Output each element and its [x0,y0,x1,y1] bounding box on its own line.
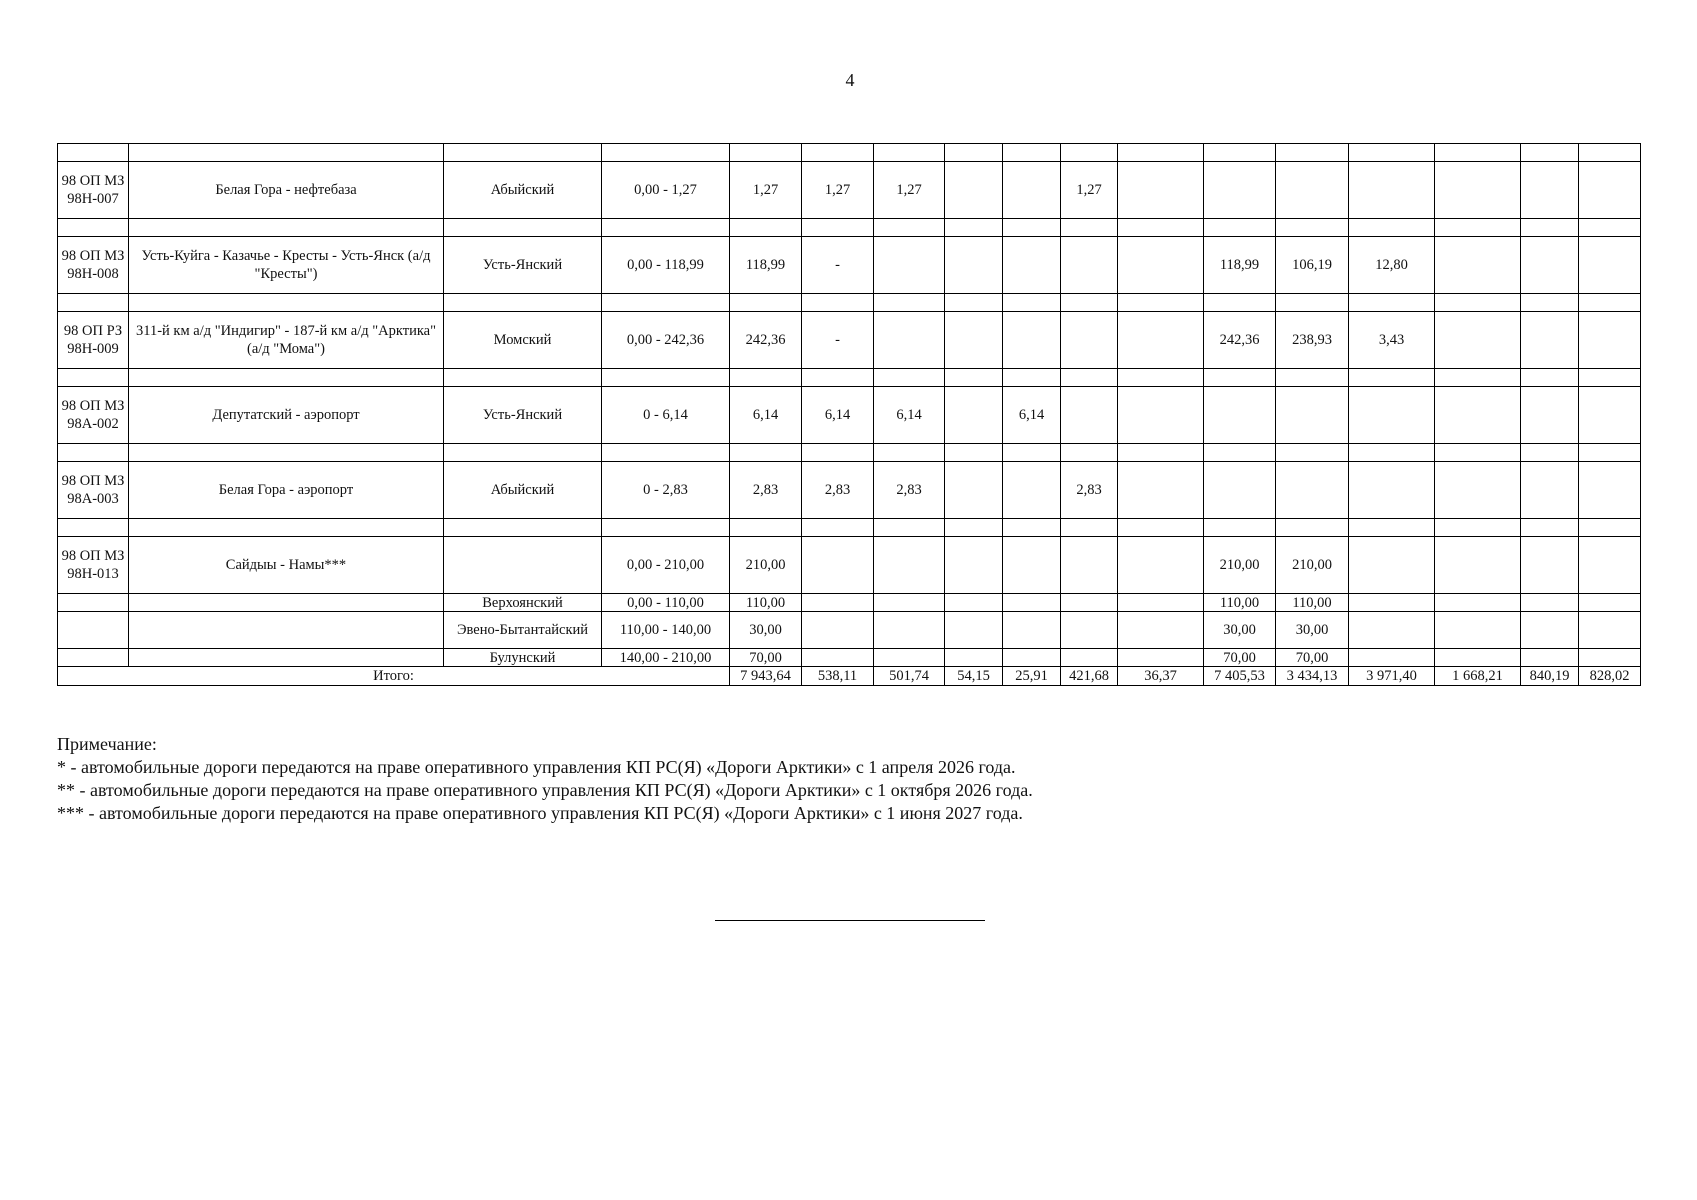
value-cell [1276,162,1349,219]
value-cell [1118,387,1204,444]
value-cell [802,612,874,649]
value-cell [802,537,874,594]
value-cell [1276,387,1349,444]
value-cell [874,237,945,294]
empty-cell [730,369,802,387]
table-row [58,162,1641,219]
note-line: *** - автомобильные дороги передаются на праве оперативного управления КП РС(Я) «Дороги Арктики» с 1 июня 2027 года. [57,803,1023,823]
value-cell: - [802,237,874,294]
empty-cell [1521,369,1579,387]
value-cell: 70,00 [730,649,802,667]
value-cell [802,649,874,667]
empty-cell [1003,369,1061,387]
signature-line [715,920,985,921]
empty-cell [874,519,945,537]
value-cell [1118,237,1204,294]
value-cell [802,594,874,612]
empty-cell [1003,519,1061,537]
road-code: 98 ОП МЗ 98Н-013 [58,537,129,594]
value-cell [945,162,1003,219]
value-cell [1579,462,1641,519]
value-cell [1579,594,1641,612]
value-cell [1349,537,1435,594]
value-cell: 3,43 [1349,312,1435,369]
empty-cell [1118,369,1204,387]
spacer-row [58,294,1641,312]
value-cell [1118,612,1204,649]
value-cell [1435,162,1521,219]
empty-cell [58,594,129,612]
road-code: 98 ОП РЗ 98Н-009 [58,312,129,369]
value-cell [1579,649,1641,667]
value-cell [1003,237,1061,294]
value-cell [874,312,945,369]
road-km: 0,00 - 1,27 [602,162,730,219]
value-cell [1521,312,1579,369]
value-cell [1118,594,1204,612]
value-cell: 238,93 [1276,312,1349,369]
empty-cell [1349,294,1435,312]
value-cell: 70,00 [1276,649,1349,667]
value-cell [1118,537,1204,594]
value-cell: 30,00 [730,612,802,649]
empty-cell [874,444,945,462]
total-value: 3 434,13 [1276,667,1349,686]
total-value: 7 405,53 [1204,667,1276,686]
spacer-row [58,519,1641,537]
total-label: Итого: [58,667,730,686]
value-cell [1003,162,1061,219]
notes [57,733,1033,825]
empty-cell [1349,444,1435,462]
empty-cell [1003,294,1061,312]
value-cell [1061,387,1118,444]
empty-cell [1349,519,1435,537]
sub-km: 140,00 - 210,00 [602,649,730,667]
value-cell [1435,237,1521,294]
value-cell [945,237,1003,294]
value-cell: 30,00 [1276,612,1349,649]
road-name: Депутатский - аэропорт [129,387,444,444]
sub-row [58,594,1641,612]
value-cell: 106,19 [1276,237,1349,294]
road-district: Усть-Янский [444,387,602,444]
empty-cell [1579,369,1641,387]
road-name: Усть-Куйга - Казачье - Кресты - Усть-Янск (а/д "Кресты") [129,237,444,294]
value-cell [1003,594,1061,612]
value-cell [1118,649,1204,667]
value-cell: 2,83 [874,462,945,519]
value-cell: 30,00 [1204,612,1276,649]
value-cell: 6,14 [1003,387,1061,444]
total-value: 501,74 [874,667,945,686]
value-cell [1521,594,1579,612]
road-km: 0,00 - 118,99 [602,237,730,294]
value-cell [1521,387,1579,444]
road-code: 98 ОП МЗ 98А-002 [58,387,129,444]
empty-cell [945,294,1003,312]
table-row [58,237,1641,294]
empty-cell [1118,144,1204,162]
value-cell [945,594,1003,612]
empty-cell [58,219,129,237]
road-km: 0,00 - 242,36 [602,312,730,369]
total-value: 36,37 [1118,667,1204,686]
empty-cell [1118,294,1204,312]
total-value: 7 943,64 [730,667,802,686]
empty-cell [1061,219,1118,237]
value-cell [1521,462,1579,519]
empty-cell [1003,219,1061,237]
empty-cell [1276,219,1349,237]
empty-cell [129,144,444,162]
table-row [58,312,1641,369]
empty-cell [730,219,802,237]
sub-district: Верхоянский [444,594,602,612]
road-district: Абыйский [444,162,602,219]
value-cell: 242,36 [730,312,802,369]
value-cell: 118,99 [730,237,802,294]
empty-cell [1435,144,1521,162]
value-cell: 2,83 [730,462,802,519]
value-cell [1061,649,1118,667]
value-cell [1579,237,1641,294]
empty-cell [1521,519,1579,537]
value-cell [1276,462,1349,519]
value-cell [1003,649,1061,667]
roads-table [57,143,1641,686]
value-cell [1349,462,1435,519]
value-cell [945,387,1003,444]
road-district: Усть-Янский [444,237,602,294]
road-code: 98 ОП МЗ 98Н-008 [58,237,129,294]
value-cell: 242,36 [1204,312,1276,369]
empty-cell [1435,369,1521,387]
empty-cell [1276,444,1349,462]
value-cell: 110,00 [1204,594,1276,612]
empty-cell [802,294,874,312]
value-cell: 210,00 [1204,537,1276,594]
empty-cell [58,649,129,667]
road-km: 0 - 6,14 [602,387,730,444]
page-number: 4 [845,70,855,90]
empty-cell [1204,519,1276,537]
empty-cell [1579,294,1641,312]
empty-cell [1276,369,1349,387]
sub-district: Эвено-Бытантайский [444,612,602,649]
total-row [58,667,1641,686]
value-cell [1349,649,1435,667]
empty-cell [730,519,802,537]
empty-cell [602,369,730,387]
road-code: 98 ОП МЗ 98А-003 [58,462,129,519]
value-cell [1061,312,1118,369]
value-cell: 210,00 [730,537,802,594]
value-cell [1579,537,1641,594]
value-cell [1521,612,1579,649]
empty-cell [730,444,802,462]
empty-cell [1118,444,1204,462]
empty-cell [802,519,874,537]
empty-cell [129,444,444,462]
spacer-row [58,444,1641,462]
road-district: Абыйский [444,462,602,519]
note-line: ** - автомобильные дороги передаются на праве оперативного управления КП РС(Я) «Дороги Арктики» с 1 октября 2026 года. [57,780,1033,800]
value-cell [1521,162,1579,219]
value-cell [1204,162,1276,219]
value-cell: 6,14 [874,387,945,444]
road-name: Сайдыы - Намы*** [129,537,444,594]
value-cell [1349,612,1435,649]
empty-cell [444,294,602,312]
value-cell: 210,00 [1276,537,1349,594]
value-cell [945,462,1003,519]
empty-cell [945,519,1003,537]
value-cell [1435,312,1521,369]
value-cell [1521,237,1579,294]
total-value: 421,68 [1061,667,1118,686]
value-cell [945,649,1003,667]
empty-cell [602,519,730,537]
empty-cell [444,369,602,387]
empty-cell [1276,519,1349,537]
sub-km: 0,00 - 110,00 [602,594,730,612]
empty-cell [1118,219,1204,237]
value-cell [945,612,1003,649]
empty-cell [58,294,129,312]
value-cell: 1,27 [1061,162,1118,219]
empty-cell [602,144,730,162]
total-value: 538,11 [802,667,874,686]
empty-cell [1349,144,1435,162]
total-value: 828,02 [1579,667,1641,686]
total-value: 25,91 [1003,667,1061,686]
notes-heading: Примечание: [57,734,157,754]
empty-cell [58,519,129,537]
sub-district: Булунский [444,649,602,667]
empty-cell [129,649,444,667]
sub-row [58,612,1641,649]
empty-cell [1204,219,1276,237]
road-km: 0,00 - 210,00 [602,537,730,594]
empty-cell [1003,144,1061,162]
empty-cell [1349,219,1435,237]
value-cell [1579,612,1641,649]
value-cell: 6,14 [802,387,874,444]
value-cell [1435,537,1521,594]
value-cell [1003,312,1061,369]
value-cell: 1,27 [802,162,874,219]
value-cell [1118,462,1204,519]
empty-cell [1204,369,1276,387]
empty-cell [874,369,945,387]
empty-cell [802,144,874,162]
empty-cell [1061,519,1118,537]
empty-cell [129,369,444,387]
value-cell: - [802,312,874,369]
empty-cell [730,294,802,312]
value-cell [1061,594,1118,612]
value-cell: 6,14 [730,387,802,444]
road-code: 98 ОП МЗ 98Н-007 [58,162,129,219]
empty-cell [1204,444,1276,462]
empty-cell [444,144,602,162]
empty-cell [1118,519,1204,537]
value-cell [1435,612,1521,649]
road-name: Белая Гора - нефтебаза [129,162,444,219]
value-cell [1118,312,1204,369]
total-value: 1 668,21 [1435,667,1521,686]
empty-cell [802,444,874,462]
empty-cell [945,444,1003,462]
empty-cell [1579,144,1641,162]
value-cell [1204,387,1276,444]
empty-cell [1061,369,1118,387]
spacer-row [58,144,1641,162]
empty-cell [945,144,1003,162]
empty-cell [602,444,730,462]
road-name: Белая Гора - аэропорт [129,462,444,519]
road-district: Момский [444,312,602,369]
value-cell: 1,27 [874,162,945,219]
value-cell [1118,162,1204,219]
empty-cell [129,294,444,312]
value-cell [945,537,1003,594]
empty-cell [1435,444,1521,462]
empty-cell [1061,144,1118,162]
empty-cell [444,219,602,237]
empty-cell [1521,444,1579,462]
spacer-row [58,369,1641,387]
value-cell [1435,649,1521,667]
empty-cell [1579,519,1641,537]
road-km: 0 - 2,83 [602,462,730,519]
empty-cell [1003,444,1061,462]
value-cell [1003,462,1061,519]
empty-cell [1061,444,1118,462]
table-row [58,462,1641,519]
value-cell [874,649,945,667]
empty-cell [1521,294,1579,312]
empty-cell [1435,519,1521,537]
empty-cell [1204,294,1276,312]
value-cell [1579,312,1641,369]
empty-cell [1435,294,1521,312]
empty-cell [1061,294,1118,312]
empty-cell [1435,219,1521,237]
empty-cell [802,219,874,237]
value-cell [1435,387,1521,444]
sub-km: 110,00 - 140,00 [602,612,730,649]
empty-cell [58,144,129,162]
empty-cell [129,612,444,649]
road-district [444,537,602,594]
empty-cell [802,369,874,387]
value-cell [874,612,945,649]
total-value: 3 971,40 [1349,667,1435,686]
sub-row [58,649,1641,667]
empty-cell [129,219,444,237]
table-row [58,387,1641,444]
value-cell [1579,162,1641,219]
value-cell: 2,83 [1061,462,1118,519]
empty-cell [945,219,1003,237]
value-cell: 110,00 [1276,594,1349,612]
empty-cell [874,144,945,162]
total-value: 840,19 [1521,667,1579,686]
value-cell [1003,537,1061,594]
empty-cell [1204,144,1276,162]
empty-cell [602,294,730,312]
value-cell: 12,80 [1349,237,1435,294]
value-cell: 70,00 [1204,649,1276,667]
value-cell [1579,387,1641,444]
value-cell: 1,27 [730,162,802,219]
value-cell [1521,537,1579,594]
empty-cell [874,219,945,237]
empty-cell [129,519,444,537]
value-cell [874,594,945,612]
empty-cell [1276,294,1349,312]
empty-cell [1349,369,1435,387]
value-cell [1435,594,1521,612]
value-cell: 118,99 [1204,237,1276,294]
value-cell [1061,612,1118,649]
value-cell: 110,00 [730,594,802,612]
value-cell [1349,387,1435,444]
empty-cell [945,369,1003,387]
empty-cell [58,369,129,387]
empty-cell [129,594,444,612]
empty-cell [730,144,802,162]
total-value: 54,15 [945,667,1003,686]
value-cell [1349,594,1435,612]
value-cell [945,312,1003,369]
empty-cell [58,444,129,462]
value-cell [1061,537,1118,594]
empty-cell [1521,219,1579,237]
road-name: 311-й км а/д "Индигир" - 187-й км а/д "Арктика" (а/д "Мома") [129,312,444,369]
empty-cell [1521,144,1579,162]
spacer-row [58,219,1641,237]
value-cell [1521,649,1579,667]
empty-cell [444,444,602,462]
note-line: * - автомобильные дороги передаются на праве оперативного управления КП РС(Я) «Дороги Арктики» с 1 апреля 2026 года. [57,757,1016,777]
value-cell [1003,612,1061,649]
value-cell [1435,462,1521,519]
empty-cell [874,294,945,312]
empty-cell [444,519,602,537]
value-cell [874,537,945,594]
value-cell: 2,83 [802,462,874,519]
empty-cell [1579,219,1641,237]
value-cell [1061,237,1118,294]
value-cell [1349,162,1435,219]
empty-cell [602,219,730,237]
value-cell [1204,462,1276,519]
empty-cell [58,612,129,649]
table-row [58,537,1641,594]
empty-cell [1579,444,1641,462]
empty-cell [1276,144,1349,162]
